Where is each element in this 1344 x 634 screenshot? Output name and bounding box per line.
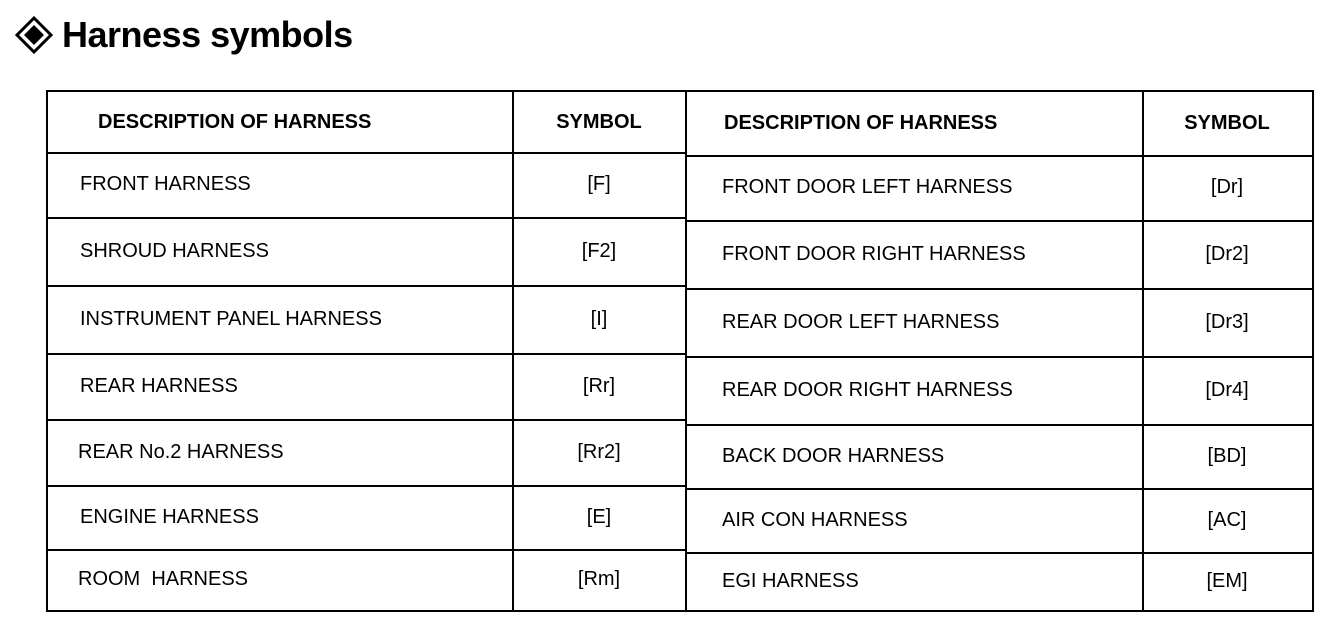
table-header-row <box>686 92 1312 157</box>
harness-description: SHROUD HARNESS <box>80 239 269 262</box>
harness-description: FRONT DOOR LEFT HARNESS <box>722 176 1013 198</box>
harness-symbol: [BD] <box>1207 444 1247 467</box>
harness-description: FRONT DOOR RIGHT HARNESS <box>722 242 1026 265</box>
harness-symbol: [Rm] <box>577 568 621 590</box>
harness-symbol: [I] <box>590 307 608 330</box>
harness-description: EGI HARNESS <box>722 569 859 592</box>
harness-symbol: [AC] <box>1207 508 1247 531</box>
harness-symbol: [Dr4] <box>1205 378 1249 401</box>
harness-description: AIR CON HARNESS <box>722 508 908 531</box>
table-row <box>48 217 686 287</box>
harness-description: ROOM HARNESS <box>78 568 249 590</box>
harness-symbol: [F2] <box>581 239 617 262</box>
harness-description: ENGINE HARNESS <box>80 505 259 528</box>
table-row <box>48 353 686 421</box>
harness-symbol: [Dr3] <box>1205 310 1249 333</box>
harness-description: REAR DOOR LEFT HARNESS <box>722 310 1000 333</box>
harness-symbol: [Rr2] <box>577 440 621 463</box>
harness-symbol: [Rr] <box>582 374 616 397</box>
harness-description: BACK DOOR HARNESS <box>722 444 945 467</box>
table-row <box>686 155 1312 222</box>
header-description: DESCRIPTION OF HARNESS <box>724 112 998 134</box>
harness-description: REAR HARNESS <box>80 374 238 397</box>
harness-symbol: [F] <box>587 173 611 195</box>
table-row <box>686 220 1312 290</box>
harness-symbol: [EM] <box>1206 569 1248 592</box>
diamond-bullet-icon <box>14 15 54 55</box>
harness-symbol: [Dr] <box>1210 176 1244 198</box>
table-row <box>686 488 1312 554</box>
table-row <box>48 285 686 355</box>
right-table-half <box>686 92 1312 610</box>
left-table-half <box>48 92 686 610</box>
page-title: Harness symbols <box>62 14 353 55</box>
table-header-row <box>48 92 686 154</box>
harness-description: INSTRUMENT PANEL HARNESS <box>80 307 382 330</box>
harness-description: REAR DOOR RIGHT HARNESS <box>722 378 1013 401</box>
table-row <box>48 549 686 610</box>
table-row <box>48 419 686 487</box>
table-row <box>686 288 1312 358</box>
harness-symbols-table <box>46 90 1314 612</box>
table-row <box>48 152 686 219</box>
table-row <box>686 356 1312 426</box>
page-heading <box>14 10 353 60</box>
table-row <box>48 485 686 551</box>
header-symbol: SYMBOL <box>556 110 642 133</box>
table-row <box>686 552 1312 610</box>
harness-symbol: [Dr2] <box>1205 242 1249 265</box>
harness-description: REAR No.2 HARNESS <box>78 440 284 463</box>
table-row <box>686 424 1312 490</box>
header-description: DESCRIPTION OF HARNESS <box>98 110 372 133</box>
harness-symbol: [E] <box>586 505 612 528</box>
header-symbol: SYMBOL <box>1184 112 1270 134</box>
harness-description: FRONT HARNESS <box>80 173 251 195</box>
